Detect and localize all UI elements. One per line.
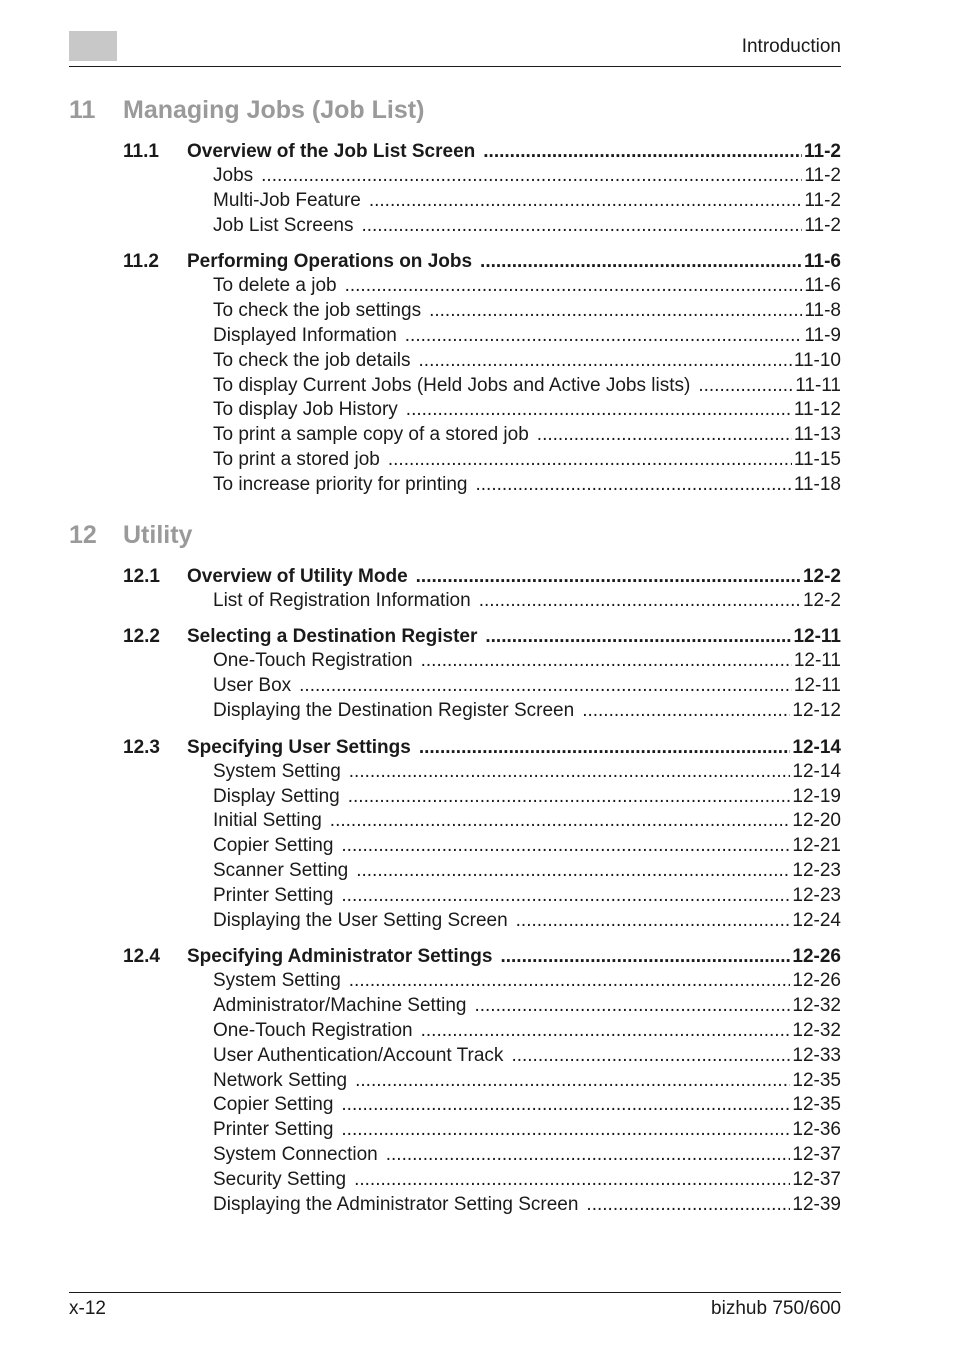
dot-leader: [341, 884, 790, 909]
dot-leader: [419, 735, 791, 760]
entry-page-number: 12-36: [792, 1119, 841, 1141]
section-link[interactable]: [123, 249, 841, 274]
entry-title: To print a stored job: [213, 448, 380, 470]
entry-page-number: 12-2: [802, 589, 841, 611]
section-title: Specifying User Settings: [187, 736, 411, 758]
section-number: 12.4: [123, 946, 160, 968]
toc-entry[interactable]: [213, 909, 841, 934]
dot-leader: [537, 423, 792, 448]
entry-title: Copier Setting: [213, 1094, 334, 1116]
section-title: Selecting a Destination Register: [187, 626, 478, 648]
toc-entry[interactable]: [213, 674, 841, 699]
toc-entry[interactable]: [213, 1143, 841, 1168]
footer-rule: [69, 1292, 841, 1293]
dot-leader: [476, 473, 792, 498]
entry-title: Displaying the Administrator Setting Screen: [213, 1193, 579, 1215]
dot-leader: [406, 398, 792, 423]
toc-entry[interactable]: [213, 1118, 841, 1143]
toc-entry[interactable]: [213, 164, 841, 189]
dot-leader: [582, 699, 790, 724]
entry-page-number: 11-11: [795, 374, 841, 396]
entry-title: Multi-Job Feature: [213, 189, 361, 211]
toc-entry[interactable]: [213, 994, 841, 1019]
entry-page-number: 11-15: [793, 448, 841, 470]
entry-title: Displaying the User Setting Screen: [213, 909, 508, 931]
toc-entry[interactable]: [213, 473, 841, 498]
toc-entry[interactable]: [213, 214, 841, 239]
toc-entry[interactable]: [213, 809, 841, 834]
entry-page-number: 12-39: [792, 1193, 841, 1215]
entry-title: To display Current Jobs (Held Jobs and Active Jobs lists): [213, 374, 691, 396]
entry-title: Displaying the Destination Register Screen: [213, 699, 575, 721]
chapter-title: [69, 95, 841, 125]
dot-leader: [416, 564, 801, 589]
entry-title: To increase priority for printing: [213, 473, 468, 495]
dot-leader: [349, 760, 791, 785]
section-title: Overview of Utility Mode: [187, 565, 408, 587]
toc-entry[interactable]: [213, 398, 841, 423]
entry-title: To check the job settings: [213, 300, 422, 322]
table-of-contents: [69, 95, 841, 1239]
section-link[interactable]: [123, 624, 841, 649]
entry-page-number: 11-9: [804, 324, 841, 346]
toc-entry[interactable]: [213, 589, 841, 614]
entry-title: User Authentication/Account Track: [213, 1044, 504, 1066]
entry-page-number: 12-32: [792, 995, 841, 1017]
dot-leader: [355, 1069, 790, 1094]
section-link[interactable]: [123, 564, 841, 589]
entry-title: To delete a job: [213, 275, 337, 297]
toc-entry[interactable]: [213, 448, 841, 473]
dot-leader: [341, 1118, 790, 1143]
entry-page-number: 12-11: [793, 675, 841, 697]
entry-page-number: 12-35: [792, 1069, 841, 1091]
dot-leader: [261, 164, 802, 189]
entry-page-number: 11-6: [804, 275, 841, 297]
dot-leader: [369, 189, 803, 214]
toc-section: [69, 249, 841, 497]
entry-title: System Connection: [213, 1143, 378, 1165]
dot-leader: [500, 944, 790, 969]
toc-entry[interactable]: [213, 649, 841, 674]
toc-entry[interactable]: [213, 834, 841, 859]
entry-title: Jobs: [213, 165, 254, 186]
section-title: Specifying Administrator Settings: [187, 946, 493, 968]
entry-title: User Box: [213, 675, 292, 697]
toc-entry[interactable]: [213, 969, 841, 994]
entry-page-number: 12-32: [792, 1019, 841, 1041]
dot-leader: [421, 649, 792, 674]
entry-page-number: 12-24: [792, 909, 841, 931]
header-rule: [69, 66, 841, 67]
entry-page-number: 11-8: [804, 300, 841, 322]
entry-page-number: 12-14: [792, 760, 841, 782]
entry-title: Job List Screens: [213, 214, 354, 236]
dot-leader: [341, 834, 790, 859]
entry-page-number: 12-20: [792, 810, 841, 832]
entry-title: Printer Setting: [213, 884, 334, 906]
entry-page-number: 11-2: [804, 189, 841, 211]
toc-entry[interactable]: [213, 884, 841, 909]
entry-title: One-Touch Registration: [213, 650, 413, 672]
chapter-title-text: Managing Jobs (Job List): [123, 96, 425, 124]
section-page-number: 12-11: [793, 626, 841, 648]
toc-entry[interactable]: [213, 859, 841, 884]
entry-title: Administrator/Machine Setting: [213, 995, 467, 1017]
entry-page-number: 12-23: [792, 884, 841, 906]
entry-page-number: 11-18: [793, 473, 841, 495]
chapter-number: 12: [69, 520, 97, 549]
entry-title: Printer Setting: [213, 1119, 334, 1141]
dot-leader: [356, 859, 790, 884]
toc-entry[interactable]: [213, 785, 841, 810]
toc-entry[interactable]: [213, 423, 841, 448]
dot-leader: [474, 994, 790, 1019]
dot-leader: [483, 139, 802, 164]
dot-leader: [516, 909, 791, 934]
section-link[interactable]: [123, 139, 841, 164]
chapter-number: 11: [69, 96, 96, 124]
toc-entry[interactable]: [213, 1093, 841, 1118]
dot-leader: [349, 969, 791, 994]
section-number: 12.3: [123, 736, 160, 758]
dot-leader: [361, 214, 802, 239]
section-page-number: 11-2: [804, 141, 841, 162]
toc-entry[interactable]: [213, 760, 841, 785]
toc-entry[interactable]: [213, 699, 841, 724]
dot-leader: [480, 249, 802, 274]
toc-entry[interactable]: [213, 1069, 841, 1094]
entry-page-number: 12-37: [792, 1143, 841, 1165]
entry-page-number: 12-33: [792, 1044, 841, 1066]
chapter-title-text: Utility: [123, 520, 193, 549]
entry-page-number: 12-11: [793, 650, 841, 672]
header-title: Introduction: [741, 36, 841, 57]
chapter: [69, 520, 841, 1218]
section-title: Performing Operations on Jobs: [187, 251, 473, 273]
dot-leader: [341, 1093, 790, 1118]
entry-title: Copier Setting: [213, 835, 334, 857]
dot-leader: [345, 274, 803, 299]
toc-section: [69, 564, 841, 614]
toc-entry[interactable]: [213, 374, 841, 399]
entry-page-number: 12-26: [792, 970, 841, 992]
entry-title: To check the job details: [213, 349, 411, 371]
entry-page-number: 12-35: [792, 1094, 841, 1116]
section-number: 12.1: [123, 565, 160, 587]
toc-entry[interactable]: [213, 189, 841, 214]
section-title: Overview of the Job List Screen: [187, 141, 476, 162]
entry-title: Network Setting: [213, 1069, 348, 1091]
toc-section: [69, 944, 841, 1217]
toc-entry[interactable]: [213, 299, 841, 324]
entry-title: Displayed Information: [213, 324, 397, 346]
toc-entry[interactable]: [213, 1044, 841, 1069]
entry-title: One-Touch Registration: [213, 1019, 413, 1041]
toc-section: [69, 624, 841, 723]
entry-title: Display Setting: [213, 785, 340, 807]
entry-page-number: 11-13: [793, 424, 841, 446]
dot-leader: [511, 1044, 790, 1069]
toc-entry[interactable]: [213, 1019, 841, 1044]
entry-page-number: 11-10: [793, 349, 841, 371]
footer-page-number: x-12: [69, 1298, 106, 1319]
dot-leader: [485, 624, 791, 649]
section-number: 11.1: [123, 141, 159, 162]
section-number: 12.2: [123, 626, 160, 648]
entry-page-number: 12-12: [792, 699, 841, 721]
dot-leader: [388, 448, 792, 473]
header-tab-marker: [69, 31, 117, 61]
section-page-number: 12-26: [792, 946, 841, 968]
section-number: 11.2: [123, 251, 159, 273]
toc-entry[interactable]: [213, 274, 841, 299]
section-page-number: 11-6: [804, 251, 841, 273]
entry-page-number: 12-21: [792, 835, 841, 857]
entry-title: To display Job History: [213, 399, 398, 421]
dot-leader: [429, 299, 802, 324]
entry-page-number: 12-23: [792, 859, 841, 881]
toc-section: [69, 735, 841, 934]
toc-entry[interactable]: [213, 1168, 841, 1193]
dot-leader: [586, 1193, 790, 1218]
toc-entry[interactable]: [213, 1193, 841, 1218]
entry-page-number: 12-37: [792, 1168, 841, 1190]
entry-title: Scanner Setting: [213, 859, 349, 881]
dot-leader: [419, 349, 792, 374]
entry-title: Security Setting: [213, 1168, 347, 1190]
dot-leader: [479, 589, 801, 614]
chapter-title: [69, 520, 841, 550]
section-page-number: 12-14: [792, 736, 841, 758]
dot-leader: [405, 324, 803, 349]
dot-leader: [330, 809, 791, 834]
toc-entry[interactable]: [213, 349, 841, 374]
entry-page-number: 12-19: [792, 785, 841, 807]
section-link[interactable]: [123, 735, 841, 760]
entry-title: System Setting: [213, 970, 341, 992]
footer-product-name: bizhub 750/600: [711, 1298, 841, 1319]
entry-title: System Setting: [213, 760, 341, 782]
entry-page-number: 11-2: [804, 165, 841, 186]
entry-page-number: 11-12: [793, 399, 841, 421]
section-page-number: 12-2: [802, 565, 841, 587]
entry-title: List of Registration Information: [213, 589, 471, 611]
dot-leader: [698, 374, 793, 399]
entry-title: To print a sample copy of a stored job: [213, 424, 529, 446]
toc-section: [69, 139, 841, 238]
dot-leader: [421, 1019, 791, 1044]
chapter: [69, 95, 841, 498]
toc-entry[interactable]: [213, 324, 841, 349]
dot-leader: [299, 674, 792, 699]
entry-title: Initial Setting: [213, 810, 322, 832]
dot-leader: [348, 785, 791, 810]
section-link[interactable]: [123, 944, 841, 969]
entry-page-number: 11-2: [804, 214, 841, 236]
dot-leader: [354, 1168, 790, 1193]
dot-leader: [386, 1143, 791, 1168]
